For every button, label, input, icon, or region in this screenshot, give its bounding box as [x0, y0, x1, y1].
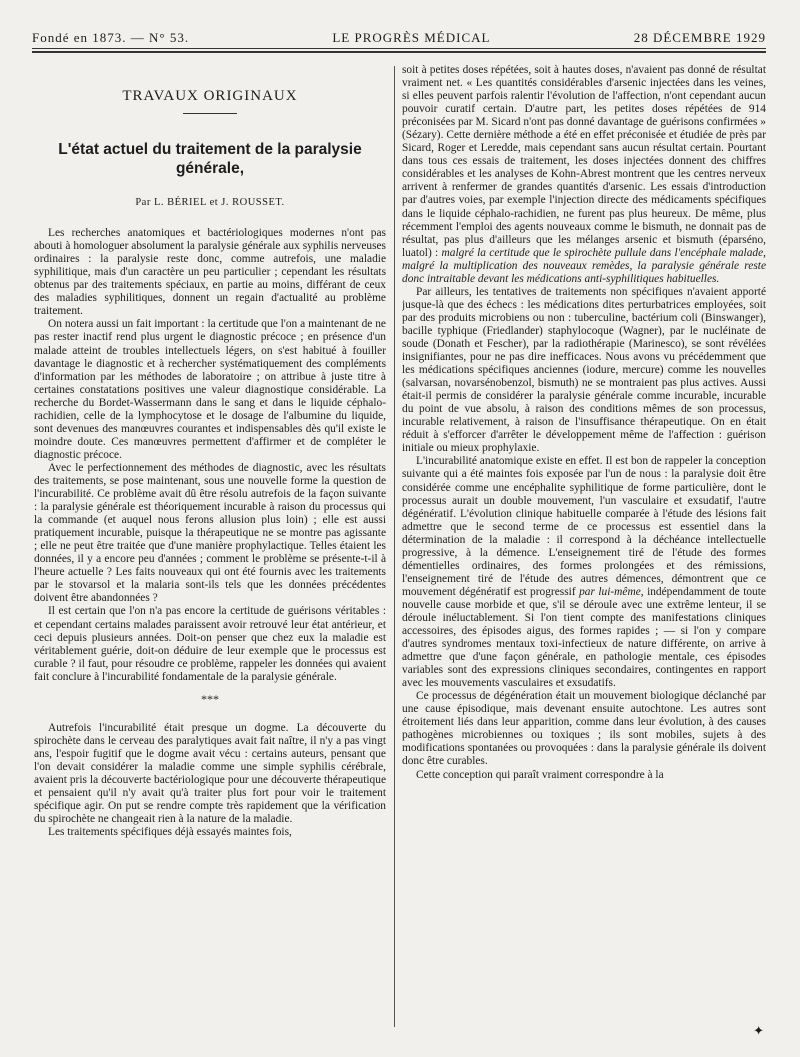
section-title: TRAVAUX ORIGINAUX [122, 88, 298, 104]
paragraph: Avec le perfectionnement des méthodes de diagnostic, avec les résultats des traitements, se pose maintenant, sous une nouvelle forme la question de l'incurabilité. Ce problème avait dû être résolu autrefois de la façon suivante : la paralysie générale est théoriquement incurable à raison du processus qui la commande (et auquel nous ferons allusion plus loin) ; elle est aussi pratiquement incurable, puisque la thérapeutique ne se montre pas agissante ; elle ne peut être traitée que d'une manière prophylactique. Telles étaient les données, il y a encore peu d'années ; comment le problème se présente-t-il à l'heure actuelle ? Les faits nouveaux qui ont été fournis avec les traitements par le stovarsol et la malaria sont-ils tels que les données précédentes doivent être abandonnées ? [34, 461, 386, 605]
journal-name: LE PROGRÈS MÉDICAL [332, 30, 491, 45]
paragraph: Les traitements spécifiques déjà essayés maintes fois, [48, 826, 292, 839]
ornament-icon: ✦ [753, 1023, 764, 1038]
paragraph: Par ailleurs, les tentatives de traitements non spécifiques n'avaient apporté jusque-là que des échecs : les médications dites perturbatrices employées, soit par des produits microbiens ou non : tuberculine, bactérium coli (Binswanger), bacille typhique (Friedlander) staphylocoque (Wagner), par le nucléinate de soude (Donath et Fescher), par la radiothérapie (Marinesco), se sont révélées insignifiantes, pour ne pas dire inefficaces. Nous avons vu précédemment que les médications spécifiques anciennes (iodure, mercure) comme les nouvelles (salvarsan, novarsénobenzol, bismuth) ne se montraient pas plus actives. Aussi était-il permis de considérer la paralysie générale comme incurable, incurable du point de vue absolu, à raison des conditions mêmes de son processus, incurable relativement, à raison de l'insuffisance thérapeutique. On en était réduit à s'efforcer d'arrêter le développement même de l'affection : guérison initiale ou mieux prophylaxie. [402, 285, 766, 455]
paragraph-text: soit à petites doses répétées, soit à hautes doses, n'avaient pas donné de résultat vraiment net. « Les quantités considérables d'arsenic injectées dans les veines, si elles peuvent parfois ralentir l'évolution de l'affection, n'ont cependant aucun pouvoir curatif certain. D'autre part, les petites doses répétées de 914 préconisées par M. Sicard n'ont pas donné davantage de guérisons confirmées » (Sézary). Cette dernière méthode a été en effet préconisée et étudiée de près par Sicard, Roger et Leredde, mais cependant sans aucun résultat certain. Pourtant dans tous ces essais de traitement, les doses injectées donnent des chiffres considérables et les analyses de Kohn-Abrest montrent que les centres nerveux arrivent à renfermer de grandes quantités d'arsenic. Les essais d'introduction par d'autres voies, par exemple l'injection directe des médicaments spécifiques dans le liquide céphalo-rachidien, ne furent pas plus heureux. De même, plus récemment l'emploi des agents nouveaux comme le bismuth, ne donnait pas de résultat, pas plus d'ailleurs que les mélanges arsenic et bismuth (éparséno, luatol) : [402, 64, 766, 259]
column-divider [394, 66, 395, 1027]
paragraph: Autrefois l'incurabilité était presque un dogme. La découverte du spirochète dans le cerveau des paralytiques avait fait naître, il n'y a pas vingt ans, l'espoir fugitif que le dogme avait vécu : certains auteurs, pensant que l'on devait considérer la maladie comme une simple syphilis cérébrale, avaient pris la découverte bactériologique pour une découverte thérapeutique et pensaient qu'il n'y avait qu'à traiter plus fort pour voir le traitement spécifique agir. On put se rendre compte très rapidement que la vérification du spirochète ne changeait rien à la nature de la maladie. [34, 721, 386, 826]
page-header [32, 30, 766, 46]
issue-date: 28 DÉCEMBRE 1929 [633, 30, 766, 45]
section-separator: *** [201, 691, 219, 706]
italic-phrase: par lui-même [579, 585, 641, 598]
header-rule-thick [32, 51, 766, 53]
paragraph-text: , indépendamment de toute nouvelle cause morbide et que, s'il se déroule avec une extrême lenteur, il se déroule inéluctablement. Si l'on tient compte des manifestations cliniques accessoires, des épisodes aigus, des formes rapides ; — si l'on y compare d'autres syndromes mentaux toxi-infectieux de nature différente, on arrive à admettre que d'une façon générale, en pathologie mentale, ces épisodes variables sont des expressions cliniques secondaires, contingentes en rapport avec les mouvements vasculaires et exsudatifs. [402, 585, 766, 690]
article-title: L'état actuel du traitement de la paralysie générale, [58, 141, 362, 178]
paragraph: Ce processus de dégénération était un mouvement biologique déclanché par une cause épisodique, mais devenant ensuite autochtone. Les autres sont étroitement liés dans leur apparition, comme dans leur évolution, à des causes pathogènes microbiennes ou toxiques ; ils sont mobiles, sujets à des modifications spontanées ou provoquées : dans la paralysie générale ils doivent donc être curables. [402, 690, 766, 768]
paragraph: Les recherches anatomiques et bactériologiques modernes n'ont pas abouti à homologuer absolument la paralysie générale aux syphilis nerveuses ordinaires : la paralysie reste donc, comme autrefois, une maladie syphilitique, mais d'un caractère un peu particulier ; cependant les résultats obtenus par des traitements spéciaux, en partie au moins, différant de ceux des maladies syphilitiques, donnent un regain d'actualité au problème traitement. [34, 227, 386, 318]
italic-quote: malgré la certitude que le spirochète pullule dans l'encéphale malade, malgré la multiplication des nouveaux remèdes, la paralysie générale reste donc intraitable devant les médications anti-syphilitiques habituelles. [402, 246, 766, 285]
section-rule [183, 113, 237, 114]
left-column [34, 64, 386, 1035]
right-column [402, 64, 766, 1035]
paragraph: On notera aussi un fait important : la certitude que l'on a maintenant de ne pas rester inactif rend plus urgent le diagnostic précoce ; en présence d'un malade atteint de troubles intellectuels légers, on s'est habitué à fouiller davantage le diagnostic et à rechercher systématiquement des compléments d'information par les méthodes de laboratoire ; on attribue à juste titre à certaines constatations positives une valeur diagnostique considérable. La recherche du Bordet-Wassermann dans le sang et dans le liquide céphalo-rachidien, celle de la lymphocytose et le dosage de l'albumine du liquide, sont devenues des manœuvres courantes et indispensables dès qu'il existe le moindre doute. Ces manœuvres permettent d'affirmer et de compléter le diagnostic précoce. [34, 318, 386, 461]
paragraph [402, 64, 766, 286]
paragraph-text: L'incurabilité anatomique existe en effet. Il est bon de rappeler la conception suivante qui a été maintes fois exposée par l'un de nous : la paralysie doit être considérée comme une encéphalite syphilitique de forme particulière, dont le processus aurait un double mouvement, l'un vasculaire et exsudatif, l'autre dégénératif. L'évolution clinique habituelle comparée à l'étude des lésions fait admettre que le second terme de ce processus est essentiel dans la détermination de la maladie : il correspond à la déchéance intellectuelle progressive, à la démence. L'enseignement tiré de l'étude des formes démentielles ordinaires, des formes prolongées et des rémissions, l'enseignement tiré de l'étude des autres démences, démontrent que ce mouvement dégénératif est progressif [402, 455, 766, 598]
founded-line: Fondé en 1873. — N° 53. [32, 30, 190, 45]
paragraph: Il est certain que l'on n'a pas encore la certitude de guérisons véritables : et cependant certains malades paraissent avoir retrouvé leur état antérieur, et ceci depuis plusieurs années. Doit-on penser que chez eux la maladie est véritablement guérie, doit-on déduire de leur exemple que le processus est curable ? il faut, pour résoudre ce problème, rappeler les données qui avaient fait conclure à l'incurabilité fondamentale de la paralysie générale. [34, 605, 386, 683]
article-byline: Par L. BÉRIEL et J. ROUSSET. [135, 197, 285, 209]
paragraph [402, 455, 766, 690]
paragraph: Cette conception qui paraît vraiment correspondre à la [416, 768, 664, 781]
header-rule [32, 48, 766, 49]
